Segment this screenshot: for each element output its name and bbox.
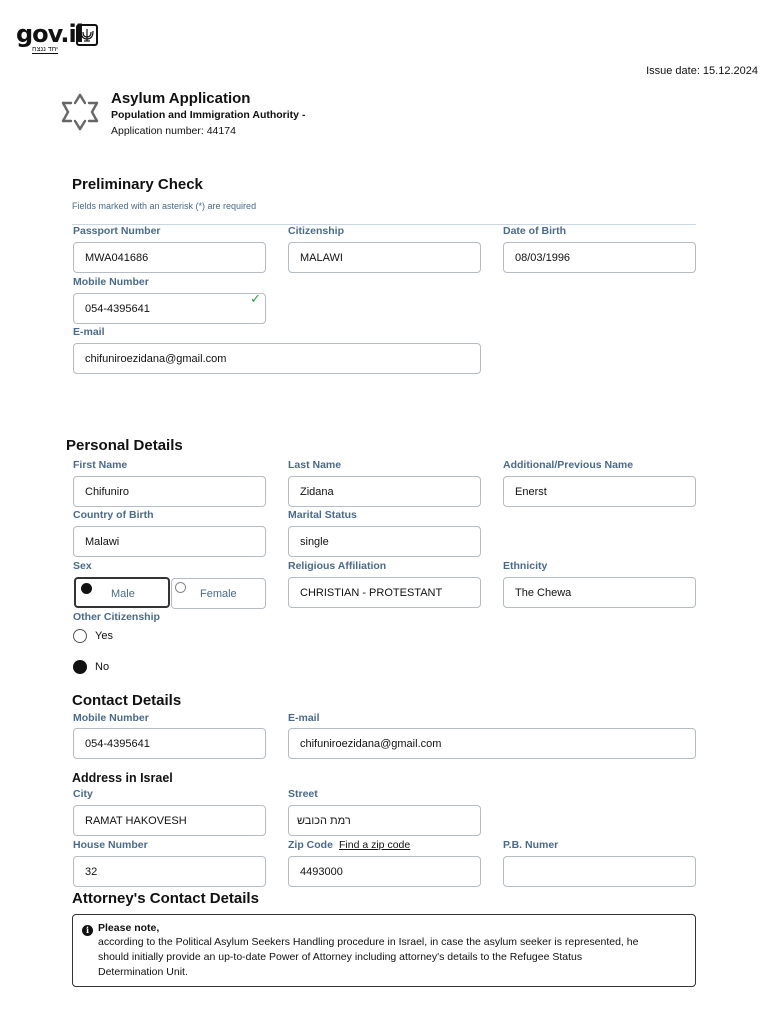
- note-line-3: Determination Unit.: [98, 966, 188, 978]
- contact-email-field[interactable]: chifuniroezidana@gmail.com: [288, 728, 696, 759]
- male-label: Male: [111, 588, 135, 600]
- contact-mobile-field[interactable]: 054-4395641: [73, 728, 266, 759]
- email-field[interactable]: chifuniroezidana@gmail.com: [73, 343, 481, 374]
- no-label: No: [95, 661, 110, 673]
- logo-text: gov.il: [16, 20, 83, 48]
- street-label: Street: [288, 788, 318, 800]
- citizenship-label: Citizenship: [288, 225, 345, 237]
- note-line-2: should initially provide an up-to-date Power of Attorney including attorney's details to the Refugee Status: [98, 951, 583, 963]
- ethnicity-field[interactable]: The Chewa: [503, 577, 696, 608]
- female-label: Female: [200, 588, 237, 600]
- other-citizenship-no-radio[interactable]: [73, 660, 87, 674]
- mobile-label: Mobile Number: [73, 276, 149, 288]
- contact-mobile-label: Mobile Number: [73, 712, 149, 724]
- last-name-label: Last Name: [288, 459, 342, 471]
- pb-number-label: P.B. Numer: [503, 839, 559, 851]
- preliminary-check-title: Preliminary Check: [72, 176, 203, 193]
- dob-label: Date of Birth: [503, 225, 566, 237]
- mobile-field[interactable]: [73, 293, 266, 324]
- other-citizenship-yes-radio[interactable]: [73, 629, 87, 643]
- birth-country-field[interactable]: Malawi: [73, 526, 266, 557]
- city-field[interactable]: RAMAT HAKOVESH: [73, 805, 266, 836]
- passport-label: Passport Number: [73, 225, 161, 237]
- last-name-field[interactable]: Zidana: [288, 476, 481, 507]
- logo-tagline: יחד ננצח: [32, 46, 58, 53]
- citizenship-field[interactable]: MALAWI: [288, 242, 481, 273]
- house-number-label: House Number: [73, 839, 148, 851]
- find-zip-code-link[interactable]: Find a zip code: [339, 839, 411, 851]
- sex-female-option[interactable]: [171, 578, 266, 609]
- sex-label: Sex: [73, 560, 92, 572]
- authority-name: Population and Immigration Authority -: [111, 109, 306, 121]
- menorah-emblem-icon: [76, 24, 98, 46]
- zip-code-label: Zip Code: [288, 839, 333, 851]
- address-title: Address in Israel: [72, 771, 173, 785]
- city-label: City: [73, 788, 93, 800]
- issue-date: Issue date: 15.12.2024: [646, 65, 758, 77]
- street-value: רמת הכובש: [297, 815, 351, 827]
- personal-details-title: Personal Details: [66, 437, 183, 454]
- application-number: Application number: 44174: [111, 125, 236, 137]
- marital-status-field[interactable]: single: [288, 526, 481, 557]
- dob-field[interactable]: 08/03/1996: [503, 242, 696, 273]
- contact-email-label: E-mail: [288, 712, 320, 724]
- house-number-field[interactable]: 32: [73, 856, 266, 887]
- religion-label: Religious Affiliation: [288, 560, 387, 572]
- star-of-david-icon: [60, 92, 100, 132]
- yes-label: Yes: [95, 630, 113, 642]
- sex-male-option[interactable]: [74, 577, 170, 608]
- other-citizenship-label: Other Citizenship: [73, 611, 160, 623]
- first-name-field[interactable]: Chifuniro: [73, 476, 266, 507]
- attorney-note-box: [72, 914, 696, 987]
- email-label: E-mail: [73, 326, 105, 338]
- additional-name-field[interactable]: Enerst: [503, 476, 696, 507]
- gov-il-logo[interactable]: [16, 20, 100, 58]
- info-icon: i: [82, 925, 93, 936]
- marital-status-label: Marital Status: [288, 509, 357, 521]
- street-field[interactable]: [288, 805, 481, 836]
- ethnicity-label: Ethnicity: [503, 560, 548, 572]
- required-hint: Fields marked with an asterisk (*) are required: [72, 201, 257, 211]
- pb-number-field[interactable]: [503, 856, 696, 887]
- birth-country-label: Country of Birth: [73, 509, 154, 521]
- attorney-details-title: Attorney's Contact Details: [72, 890, 259, 907]
- male-radio-dot: [81, 583, 92, 594]
- application-title: Asylum Application: [111, 90, 251, 107]
- mobile-value: 054-4395641: [85, 303, 150, 315]
- checkmark-icon: ✓: [250, 291, 261, 306]
- note-line-1: according to the Political Asylum Seekers Handling procedure in Israel, in case the asylum seeker is represented, he: [98, 936, 639, 948]
- passport-field[interactable]: MWA041686: [73, 242, 266, 273]
- first-name-label: First Name: [73, 459, 128, 471]
- section-divider: [72, 224, 696, 225]
- contact-details-title: Contact Details: [72, 692, 182, 709]
- zip-code-field[interactable]: 4493000: [288, 856, 481, 887]
- female-radio-dot: [175, 582, 186, 593]
- additional-name-label: Additional/Previous Name: [503, 459, 634, 471]
- religion-field[interactable]: CHRISTIAN - PROTESTANT: [288, 577, 481, 608]
- note-title: Please note,: [98, 922, 160, 934]
